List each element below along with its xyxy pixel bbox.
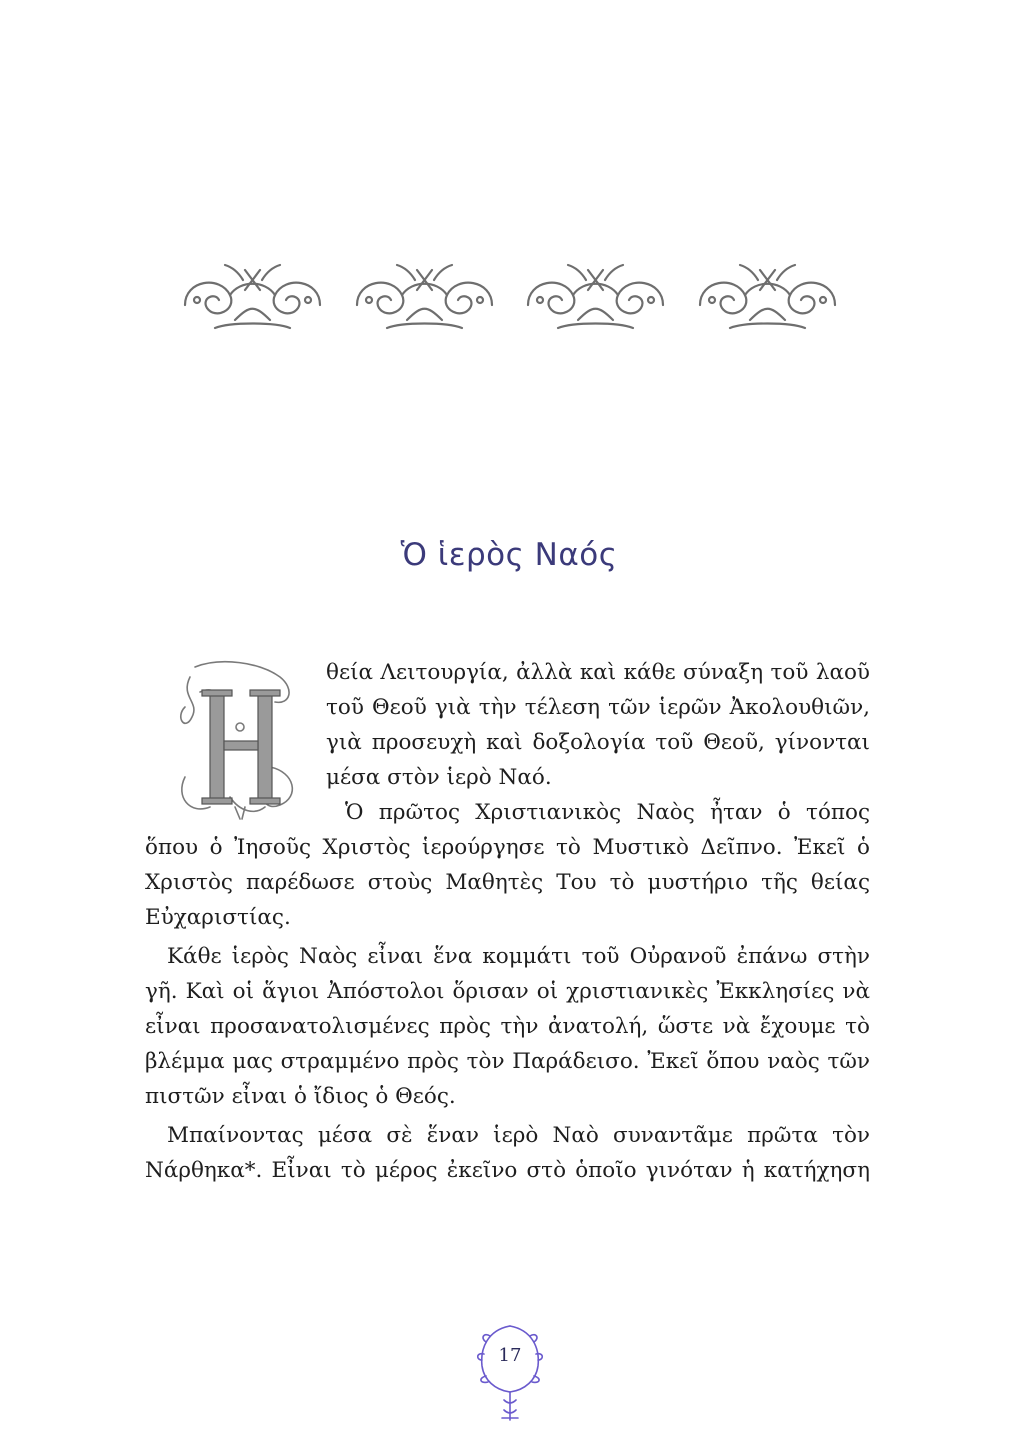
text-line: γιὰ προσευχὴ καὶ δοξολογία τοῦ Θεοῦ, γίνονται xyxy=(326,730,870,755)
text-line: Εὐχαριστίας. xyxy=(145,905,291,930)
text-line: Κάθε ἱερὸς Ναὸς εἶναι ἕνα κομμάτι τοῦ Οὐρανοῦ ἐπάνω στὴν xyxy=(167,944,870,969)
text-line: Ὁ πρῶτος Χριστιανικὸς Ναὸς ἦταν ὁ τόπος xyxy=(345,800,870,825)
chapter-title: Ὁ ἱερὸς Ναός xyxy=(400,537,618,573)
page-footer xyxy=(470,1318,550,1426)
text-line: γῆ. Καὶ οἱ ἅγιοι Ἀπόστολοι ὅρισαν οἱ χριστιανικὲς Ἐκκλησίες νὰ xyxy=(145,979,870,1004)
text-line: βλέμμα μας στραμμένο πρὸς τὸν Παράδεισο. Ἐκεῖ ὅπου ναὸς τῶν xyxy=(145,1049,870,1074)
text-line: πιστῶν εἶναι ὁ ἴδιος ὁ Θεός. xyxy=(145,1084,456,1109)
text-line: θεία Λειτουργία, ἀλλὰ καὶ κάθε σύναξη τοῦ λαοῦ xyxy=(326,660,870,685)
floral-scroll-ornament-icon xyxy=(518,250,673,340)
body-text xyxy=(145,655,870,1188)
wreath-ornament-icon xyxy=(470,1318,550,1426)
header-ornament-row xyxy=(175,250,845,340)
text-line: Χριστὸς παρέδωσε στοὺς Μαθητὲς Του τὸ μυστήριο τῆς θείας xyxy=(145,870,870,895)
text-line: ὅπου ὁ Ἰησοῦς Χριστὸς ἱερούργησε τὸ Μυστικὸ Δεῖπνο. Ἐκεῖ ὁ xyxy=(145,835,870,860)
floral-scroll-ornament-icon xyxy=(690,250,845,340)
text-line: εἶναι προσανατολισμένες πρὸς τὴν ἀνατολή, ὥστε νὰ ἔχουμε τὸ xyxy=(145,1014,870,1039)
text-line: Μπαίνοντας μέσα σὲ ἕναν ἱερὸ Ναὸ συναντᾶμε πρῶτα τὸν xyxy=(167,1123,870,1148)
text-line: Νάρθηκα*. Εἶναι τὸ μέρος ἐκεῖνο στὸ ὁποῖο γινόταν ἡ κατήχηση xyxy=(145,1158,870,1183)
floral-scroll-ornament-icon xyxy=(347,250,502,340)
text-line: μέσα στὸν ἱερὸ Ναό. xyxy=(326,765,552,790)
page-number: 17 xyxy=(498,1345,522,1366)
floral-scroll-ornament-icon xyxy=(175,250,330,340)
text-line: τοῦ Θεοῦ γιὰ τὴν τέλεση τῶν ἱερῶν Ἀκολουθιῶν, xyxy=(326,695,870,720)
